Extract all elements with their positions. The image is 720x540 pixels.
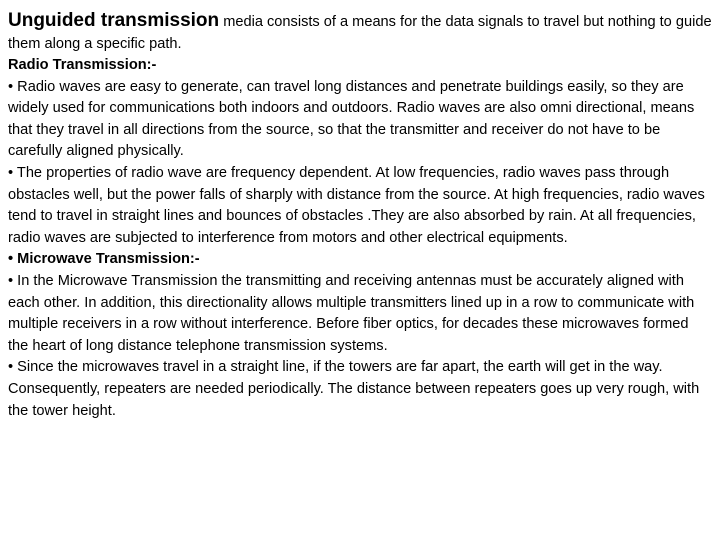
radio-paragraph-2: • The properties of radio wave are frequency dependent. At low frequencies, radio waves pass through obstacles well, but the power falls of sharply with distance from the source. At high frequencies, radio waves tend to travel in straight lines and bounces of obstacles .They are also absorbed by rain. At all frequencies, radio waves are subjected to interference from motors and other electrical equipments. bbox=[8, 164, 705, 246]
radio-paragraph-1: • Radio waves are easy to generate, can travel long distances and penetrate buildings easily, so they are widely used for communications both indoors and outdoors. Radio waves are also omni directional, means that they travel in all directions from the source, so that the transmitter and receiver do not have to be carefully aligned physically. bbox=[8, 78, 695, 160]
microwave-heading: • Microwave Transmission:- bbox=[8, 251, 200, 268]
microwave-paragraph-1: • In the Microwave Transmission the transmitting and receiving antennas must be accurately aligned with each other. In addition, this directionality allows multiple transmitters lined up in a row to communicate with multiple receivers in a row without interference. Before fiber optics, for decades these microwaves formed the heart of long distance telephone transmission systems. bbox=[8, 272, 695, 354]
content-body bbox=[8, 55, 712, 422]
intro-paragraph bbox=[8, 10, 712, 55]
intro-lead: Unguided transmission bbox=[8, 10, 220, 31]
microwave-paragraph-2: • Since the microwaves travel in a straight line, if the towers are far apart, the earth will get in the way. Consequently, repeaters are needed periodically. The distance between repeaters goes up very rough, with the tower height. bbox=[8, 359, 700, 419]
intro-text: media consists of a means for the data signals to travel but nothing to guide them along a specific path. bbox=[8, 14, 712, 52]
radio-heading: Radio Transmission:- bbox=[8, 57, 157, 73]
